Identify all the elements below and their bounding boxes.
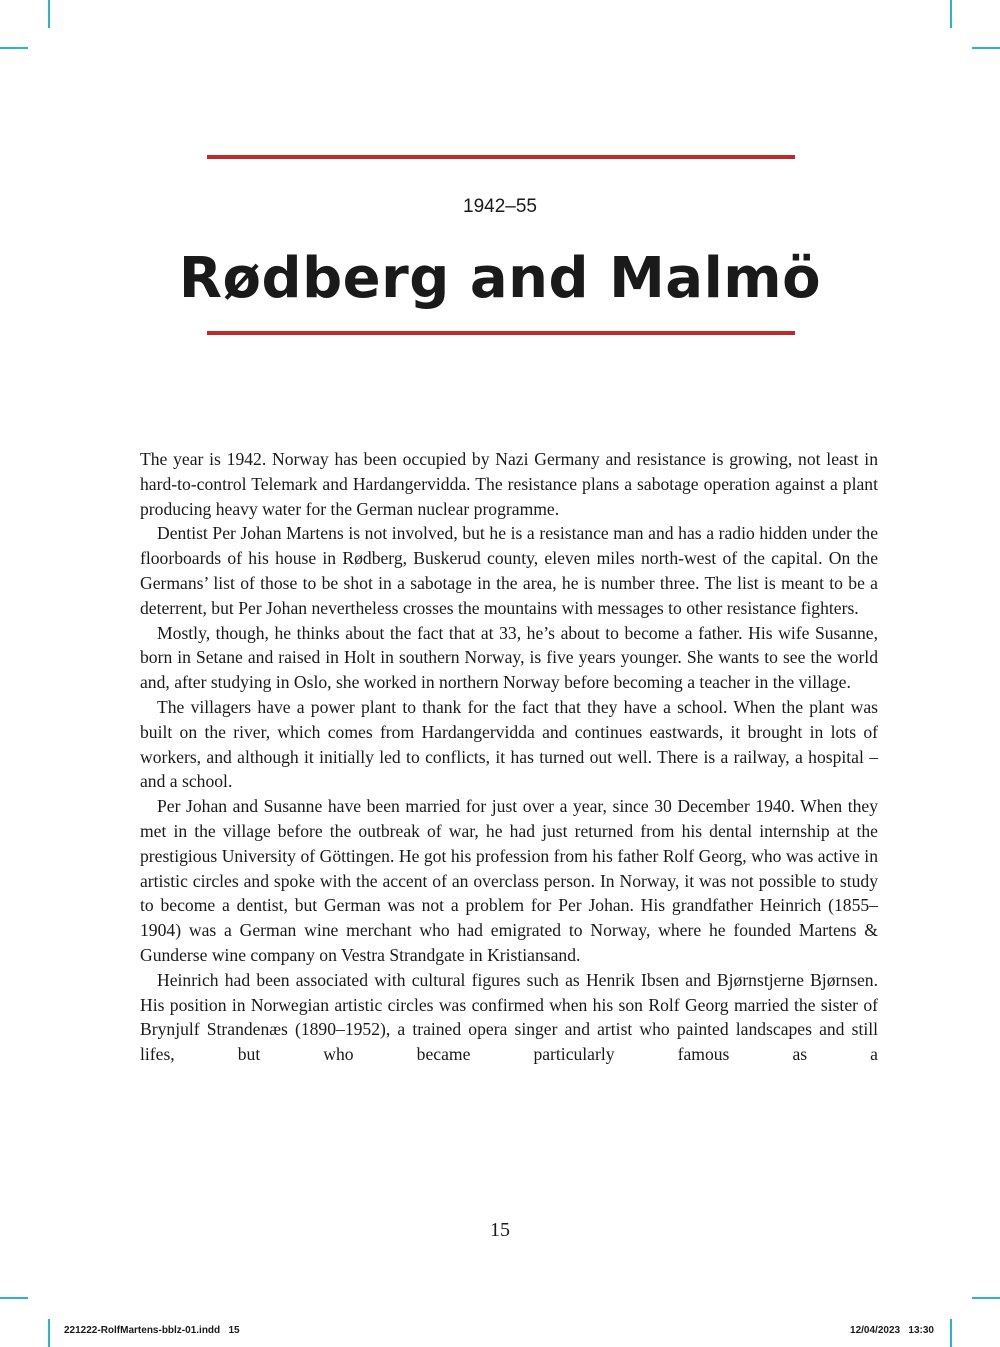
crop-mark-top-right-horizontal xyxy=(972,47,1000,49)
paragraph: The villagers have a power plant to thank for the fact that they have a school. When the plant was built on the river, which comes from Hardangervidda and continues eastwards, it brought in lots of workers, and although it initially led to conflicts, it has turned out well. There is a railway, a hospital – and a school. xyxy=(140,696,878,792)
paragraph: The year is 1942. Norway has been occupied by Nazi Germany and resistance is growing, not least in hard-to-control Telemark and Hardangervidda. The resistance plans a sabotage operation against a plant producing heavy water for the German nuclear programme. xyxy=(140,449,878,519)
chapter-rule-top xyxy=(207,155,795,159)
crop-mark-top-left-horizontal xyxy=(0,47,28,49)
paragraph: Mostly, though, he thinks about the fact that at 33, he’s about to become a father. His wife Susanne, born in Setane and raised in Holt in southern Norway, is five years younger. She wants to see the world and, after studying in Oslo, she worked in northern Norway before becoming a teacher in the village. xyxy=(140,622,878,693)
chapter-title: Rødberg and Malmö xyxy=(178,246,822,311)
slug-date-time: 12/04/2023 13:30 xyxy=(850,1325,934,1336)
body-text xyxy=(140,447,878,1067)
slug-file-name: 221222-RolfMartens-bblz-01.indd 15 xyxy=(64,1325,240,1336)
paragraph: Dentist Per Johan Martens is not involved, but he is a resistance man and has a radio hidden under the floorboards of his house in Rødberg, Buskerud county, eleven miles north-west of the capital. On the Germans’ list of those to be shot in a sabotage in the area, he is number three. The list is meant to be a deterrent, but Per Johan nevertheless crosses the mountains with messages to other resistance fighters. xyxy=(140,523,878,618)
chapter-rule-bottom xyxy=(207,331,795,335)
crop-mark-bottom-right-vertical xyxy=(950,1319,952,1347)
crop-mark-bottom-right-horizontal xyxy=(972,1297,1000,1299)
chapter-years: 1942–55 xyxy=(463,196,537,217)
page-number: 15 xyxy=(490,1219,510,1241)
paragraph: Per Johan and Susanne have been married for just over a year, since 30 December 1940. When they met in the village before the outbreak of war, he had just returned from his dental internship at the prestigious University of Göttingen. He got his profession from his father Rolf Georg, who was active in artistic circles and spoke with the accent of an overclass person. In Norway, it was not possible to study to become a dentist, but German was not a problem for Per Johan. His grandfather Heinrich (1855–1904) was a German wine merchant who had emigrated to Norway, where he founded Martens & Gunderse wine company on Vestra Strandgate in Kristiansand. xyxy=(140,796,878,965)
crop-mark-bottom-left-vertical xyxy=(48,1319,50,1347)
paragraph: Heinrich had been associated with cultural figures such as Henrik Ibsen and Bjørnstjerne Bjørnsen. His position in Norwegian artistic circles was confirmed when his son Rolf Georg married the sister of Brynjulf Strandenæs (1890–1952), a trained opera singer and artist who painted landscapes and still lifes, but who became particularly famous as a xyxy=(140,969,878,1065)
crop-mark-top-left-vertical xyxy=(48,0,50,28)
crop-mark-bottom-left-horizontal xyxy=(0,1297,28,1299)
crop-mark-top-right-vertical xyxy=(950,0,952,28)
